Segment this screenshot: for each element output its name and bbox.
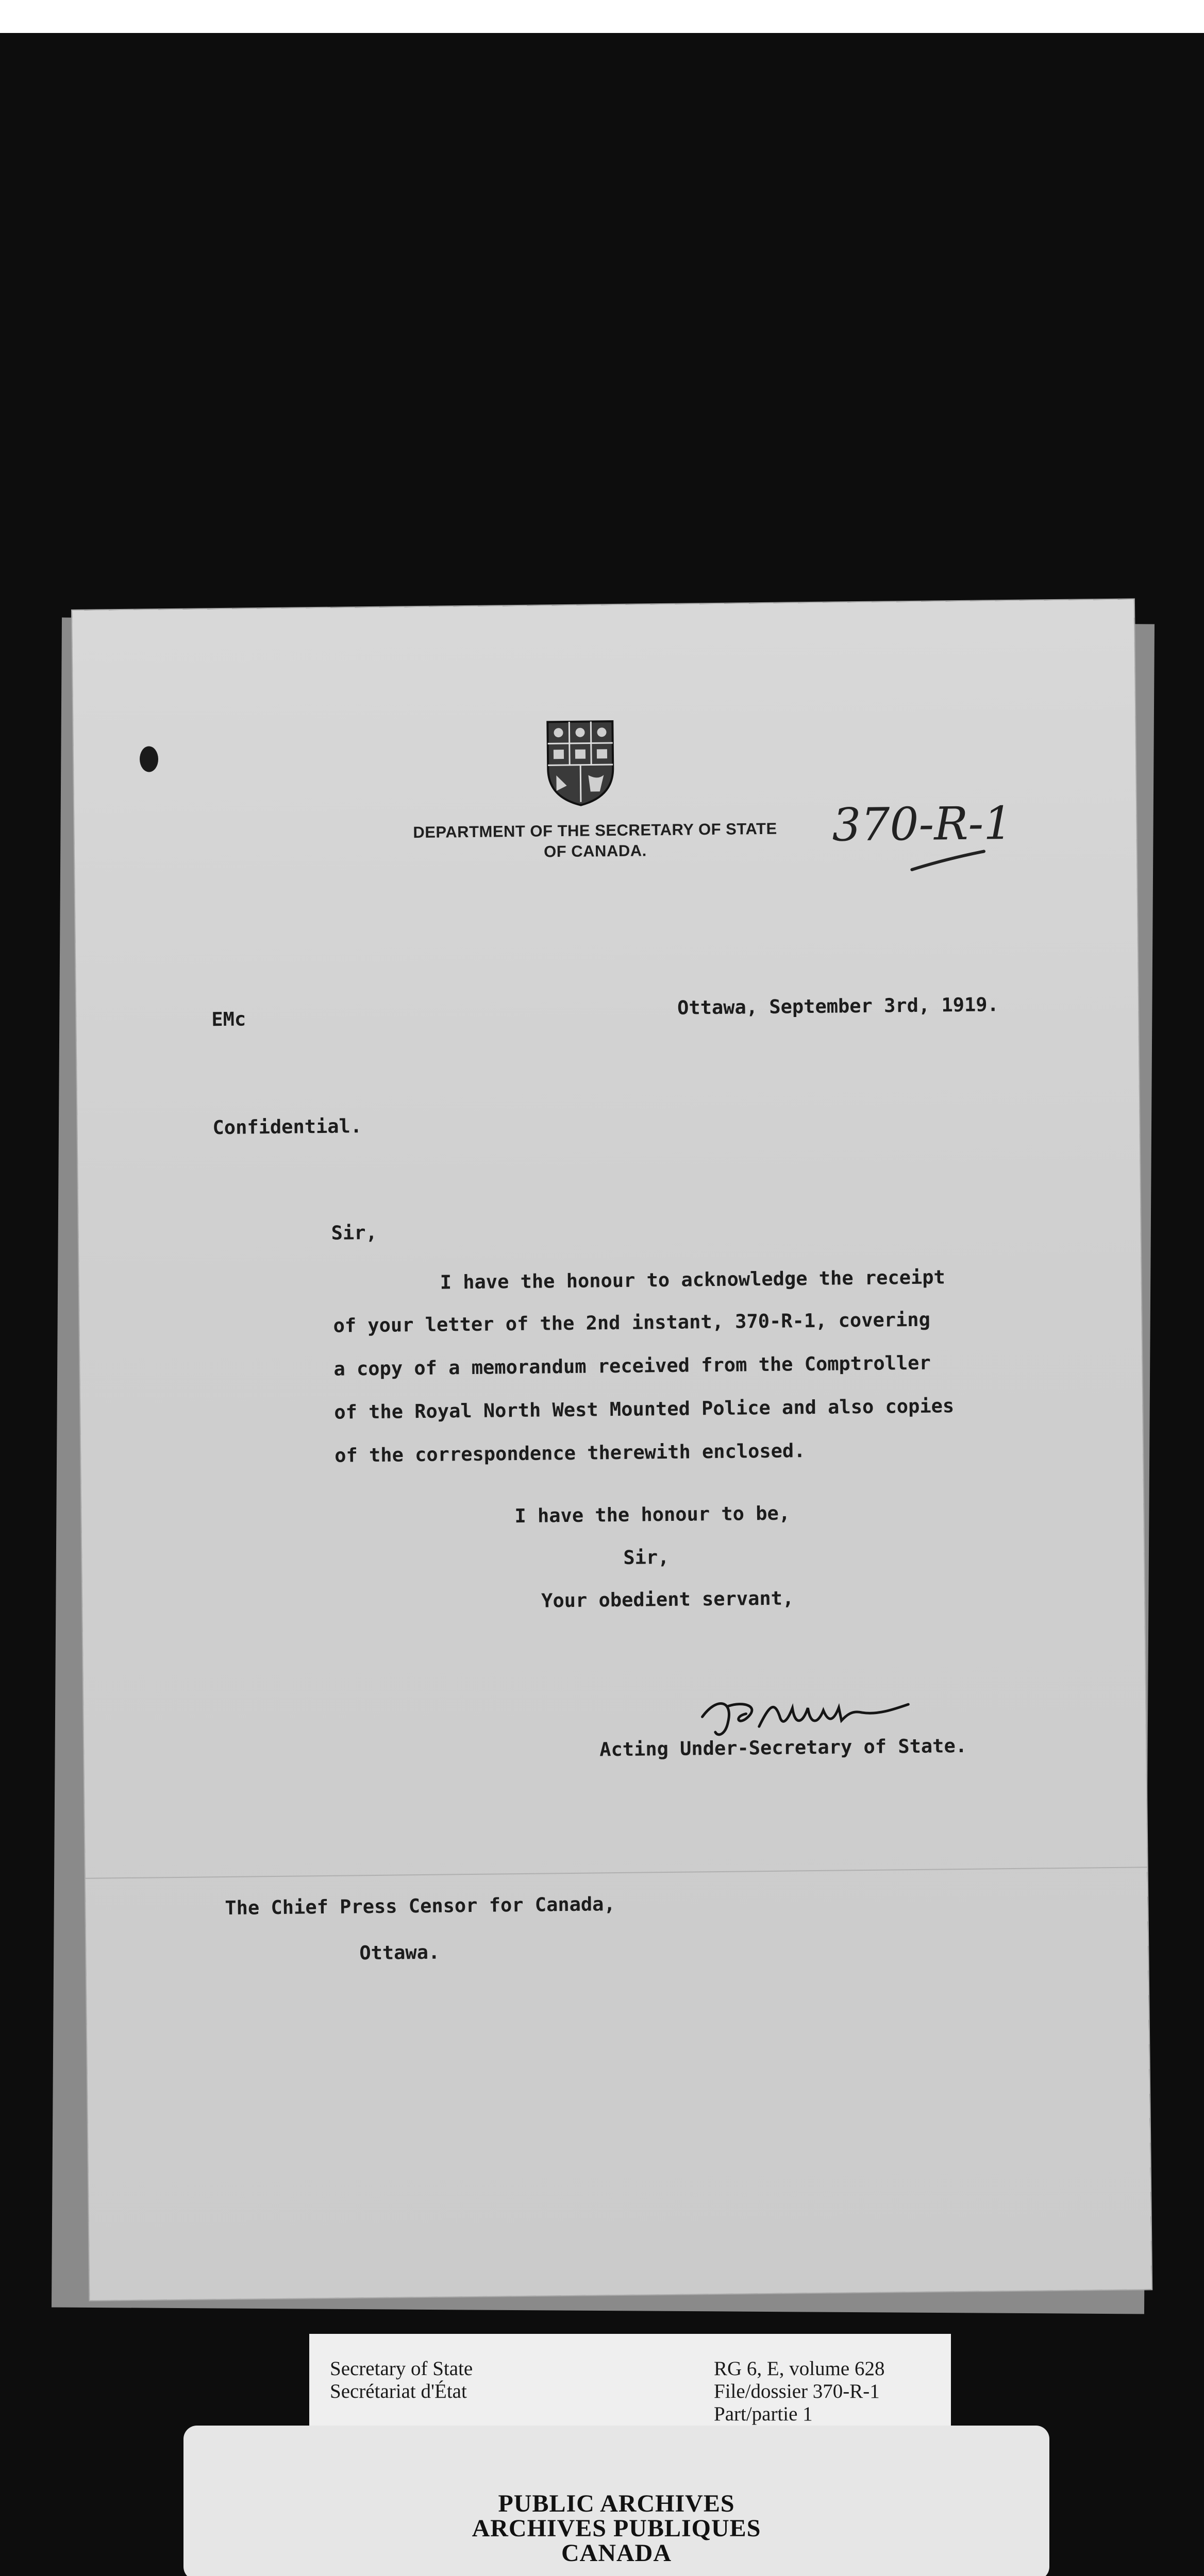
body-line: a copy of a memorandum received from the Comptroller (333, 1351, 931, 1380)
date-line: Ottawa, September 3rd, 1919. (677, 993, 999, 1019)
punch-hole (140, 746, 159, 772)
stamp-line: PUBLIC ARCHIVES (498, 2490, 735, 2517)
salutation: Sir, (331, 1221, 378, 1244)
archive-reference-label (309, 2334, 951, 2437)
creator-name-fr: Secrétariat d'État (330, 2380, 467, 2402)
stamp-line: ARCHIVES PUBLIQUES (472, 2515, 761, 2542)
part-number: Part/partie 1 (714, 2403, 813, 2425)
coat-of-arms-icon (545, 719, 615, 807)
department-heading: DEPARTMENT OF THE SECRETARY OF STATE (413, 819, 777, 842)
closing-servant: Your obedient servant, (541, 1587, 794, 1612)
department-subheading: OF CANADA. (543, 841, 647, 861)
body-line: of the Royal North West Mounted Police and also copies (334, 1395, 955, 1423)
public-archives-stamp (183, 2426, 1049, 2576)
signatory-title: Acting Under-Secretary of State. (599, 1734, 967, 1761)
underline-mark (910, 848, 988, 875)
record-group: RG 6, E, volume 628 (714, 2358, 885, 2380)
body-line: of the correspondence therewith enclosed. (334, 1439, 806, 1467)
stamp-line: CANADA (561, 2539, 672, 2567)
handwritten-signature (697, 1684, 914, 1742)
creator-name-en: Secretary of State (330, 2358, 473, 2380)
body-line: I have the honour to acknowledge the receipt (440, 1266, 946, 1294)
file-dossier: File/dossier 370-R-1 (714, 2380, 880, 2402)
file-number-annotation: 370-R-1 (831, 796, 1013, 852)
confidential-marker: Confidential. (212, 1115, 362, 1139)
letter-page (72, 599, 1151, 2300)
top-margin (0, 0, 1204, 33)
recipient-city: Ottawa. (359, 1941, 440, 1964)
body-line: of your letter of the 2nd instant, 370-R-1, covering (333, 1308, 931, 1337)
recipient-line: The Chief Press Censor for Canada, (225, 1893, 615, 1920)
reference-initials: EMc (211, 1008, 246, 1031)
closing-sir: Sir, (623, 1546, 670, 1569)
closing-line: I have the honour to be, (514, 1502, 791, 1528)
fold-line (86, 1867, 1147, 1879)
